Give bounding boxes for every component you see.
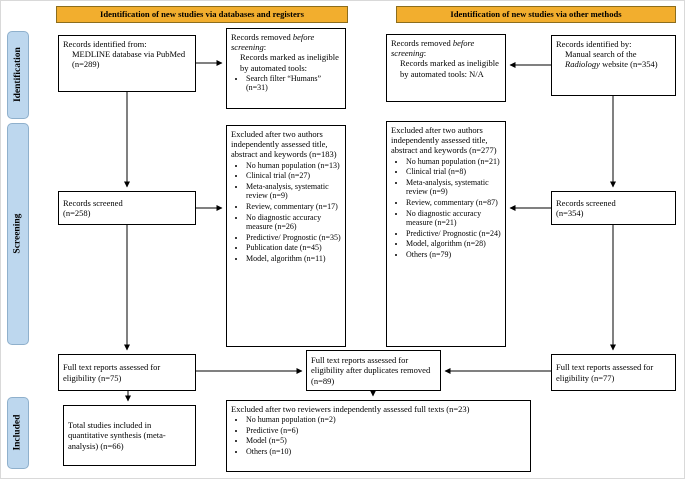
bullet-item: • Meta-analysis, systematic review (n=9) [246,182,341,201]
box-line: Records screened [556,197,616,208]
bullet-item: • Predictive/ Prognostic (n=24) [406,229,501,239]
box-title: Records removed before screening: [231,32,315,53]
box-line: (n=354) [556,208,584,218]
header-other-methods [396,6,676,23]
bullet-list [391,157,501,260]
stage-screening-label: Screening [12,214,23,254]
box-line: Full text reports assessed for eligibility after duplicates removed (n=89) [311,355,431,386]
bullet-item: • No diagnostic accuracy measure (n=21) [406,209,501,228]
box-fulltext-merged [306,350,441,391]
box-fulltext-other [551,354,676,391]
box-records-removed-other [386,34,506,102]
stage-identification-label: Identification [12,47,23,103]
bullet-item: • Predictive (n=6) [246,426,526,436]
bullet-item: • Clinical trial (n=8) [406,167,501,177]
box-title: Excluded after two authors independently assessed title, abstract and keywords (n=277) [391,125,497,156]
bullet-item: • Review, commentary (n=17) [246,202,341,212]
bullet-list [231,74,341,93]
bullet-list [231,161,341,264]
header-other-label: Identification of new studies via other methods [450,9,622,20]
box-title: Records removed before screening: [391,38,475,59]
bullet-item: • Meta-analysis, systematic review (n=9) [406,178,501,197]
bullet-item: • Clinical trial (n=27) [246,171,341,181]
bullet-list [231,415,526,456]
box-line: Total studies included in quantitative synthesis (meta-analysis) (n=66) [68,420,166,451]
bullet-item: • Others (n=79) [406,250,501,260]
bullet-item: • No human population (n=2) [246,415,526,425]
box-line: MEDLINE database via PubMed (n=289) [72,49,186,70]
bullet-item: • No diagnostic accuracy measure (n=26) [246,213,341,232]
bullet-item: • No human population (n=21) [406,157,501,167]
header-databases-label: Identification of new studies via databases and registers [100,9,304,20]
bullet-item: • Model (n=5) [246,436,526,446]
box-line: Full text reports assessed for eligibility (n=77) [556,362,654,383]
bullet-item: • Predictive/ Prognostic (n=35) [246,233,341,243]
bullet-item: • Publication date (n=45) [246,243,341,253]
stage-included [7,397,29,469]
bullet-item: • Model, algorithm (n=28) [406,239,501,249]
bullet-item: • Review, commentary (n=87) [406,198,501,208]
bullet-item: • No human population (n=13) [246,161,341,171]
box-fulltext-databases [58,354,196,391]
box-excluded-fulltext [226,400,531,472]
box-records-identified-databases [58,35,196,92]
box-excluded-screening-databases [226,125,346,347]
bullet-item: • Model, algorithm (n=11) [246,254,341,264]
box-line: Records screened [63,197,123,208]
bullet-item: • Others (n=10) [246,447,526,457]
header-databases-registers [56,6,348,23]
box-line: Manual search of the Radiology website (n=354) [565,49,658,70]
box-title: Excluded after two reviewers independently assessed full texts (n=23) [231,404,470,414]
stage-identification [7,31,29,119]
box-excluded-screening-other [386,121,506,347]
box-line: (n=258) [63,208,91,218]
box-body: Records marked as ineligible by automated tools: N/A [400,58,499,79]
box-line: Records identified by: [556,39,632,49]
box-line: Full text reports assessed for eligibility (n=75) [63,362,161,383]
bullet-item: • Search filter “Humans” (n=31) [246,74,341,93]
box-title: Excluded after two authors independently assessed title, abstract and keywords (n=183) [231,129,337,160]
box-records-removed-databases [226,28,346,109]
stage-screening [7,123,29,345]
box-records-screened-other [551,191,676,225]
box-included-total [63,405,196,466]
stage-included-label: Included [12,415,23,451]
box-records-identified-other [551,35,676,96]
box-records-screened-databases [58,191,196,225]
box-line: Records identified from: [63,39,147,49]
box-body: Records marked as ineligible by automated tools: [240,52,339,73]
